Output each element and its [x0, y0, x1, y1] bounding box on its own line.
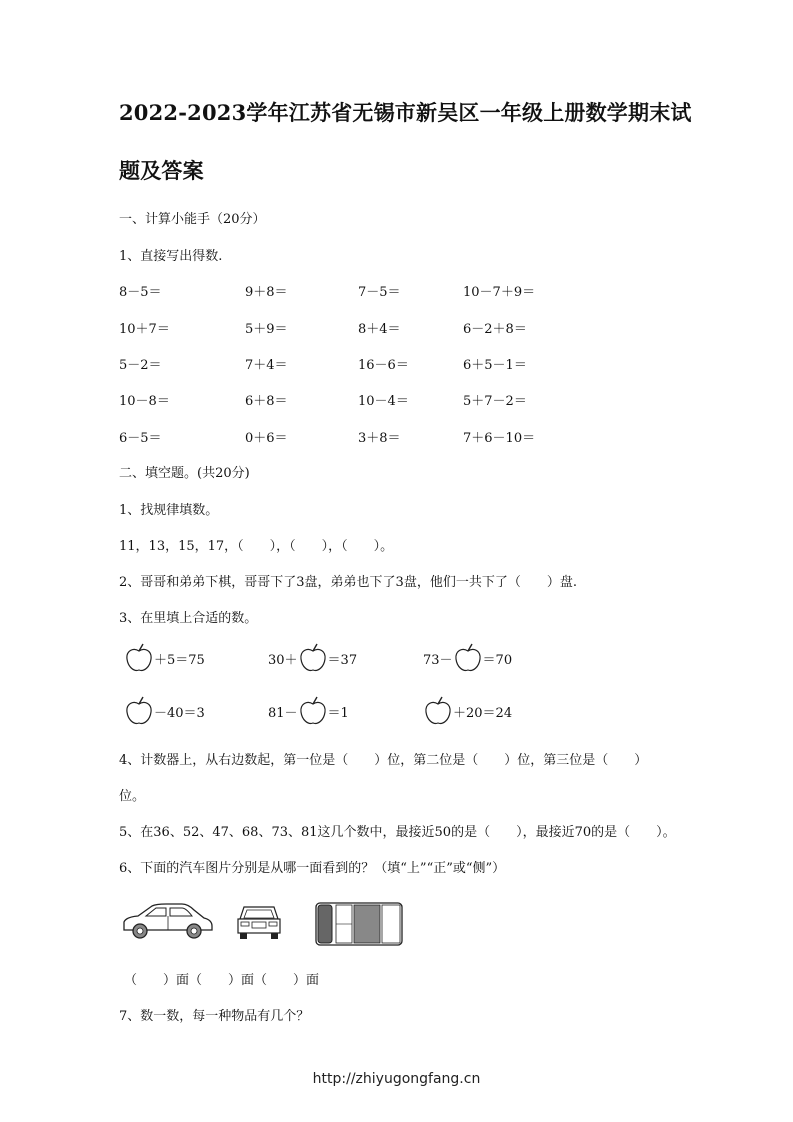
section2-q7: 7、数一数，每一种物品有几个？ [119, 1009, 310, 1024]
apple-equation [124, 696, 205, 726]
calc-item: 5＋7－2＝ [463, 394, 527, 409]
section2-q5: 5、在36、52、47、68、73、81这几个数中，最接近50的是（ ），最接近70的是（ ）。 [119, 825, 676, 840]
calc-item: 5＋9＝ [245, 322, 288, 337]
calc-item: 8＋4＝ [358, 322, 401, 337]
calc-item: 10－7＋9＝ [463, 285, 536, 300]
apple-blank-icon [298, 643, 328, 673]
calc-item: 7－5＝ [358, 285, 401, 300]
section1-heading: 一、计算小能手（20分） [119, 212, 266, 227]
calc-item: 0＋6＝ [245, 431, 288, 446]
equation-prefix: 30＋ [268, 652, 298, 668]
calc-item: 10＋7＝ [119, 322, 170, 337]
section2-q3: 3、在里填上合适的数。 [119, 611, 258, 626]
section1-q1: 1、直接写出得数. [119, 249, 223, 264]
calc-item: 6＋8＝ [245, 394, 288, 409]
calc-item: 5－2＝ [119, 358, 162, 373]
section2-q4-line1: 4、计数器上，从右边数起，第一位是（ ）位，第二位是（ ）位，第三位是（ ） [119, 753, 648, 768]
apple-equation [423, 696, 512, 726]
calc-item: 6－5＝ [119, 431, 162, 446]
car-front-view-icon [236, 903, 282, 943]
page-title-line1: 2022-2023学年江苏省无锡市新吴区一年级上册数学期末试 [119, 100, 692, 125]
page-title-line2: 题及答案 [119, 158, 204, 183]
calc-item: 10－4＝ [358, 394, 409, 409]
apple-blank-icon [298, 696, 328, 726]
calc-item: 16－6＝ [358, 358, 409, 373]
calc-item: 10－8＝ [119, 394, 170, 409]
calc-item: 3＋8＝ [358, 431, 401, 446]
equation-prefix: 81－ [268, 705, 298, 721]
apple-blank-icon [423, 696, 453, 726]
section2-q4-line2: 位。 [119, 789, 146, 804]
car-side-view-icon [120, 900, 215, 942]
section2-q2: 2、哥哥和弟弟下棋，哥哥下了3盘，弟弟也下了3盘，他们一共下了（ ）盘. [119, 575, 577, 590]
equation-suffix: ＝37 [327, 652, 358, 668]
section2-heading: 二、填空题。(共20分) [119, 466, 250, 481]
calc-item: 6－2＋8＝ [463, 322, 527, 337]
apple-equation [124, 643, 205, 673]
apple-blank-icon [453, 643, 483, 673]
equation-suffix: －40＝3 [154, 705, 205, 721]
apple-blank-icon [124, 643, 154, 673]
section2-q6: 6、下面的汽车图片分别是从哪一面看到的？（填“上”“正”或“侧”） [119, 861, 506, 876]
calc-item: 7＋4＝ [245, 358, 288, 373]
section2-q1: 1、找规律填数。 [119, 503, 219, 518]
calc-item: 9＋8＝ [245, 285, 288, 300]
apple-equation [423, 643, 512, 673]
equation-suffix: ＋5＝75 [154, 652, 205, 668]
apple-blank-icon [124, 696, 154, 726]
section2-q6-answer: （ ）面（ ）面（ ）面 [124, 973, 320, 988]
calc-item: 6＋5－1＝ [463, 358, 527, 373]
footer-url: http://zhiyugongfang.cn [312, 1071, 481, 1087]
calc-item: 7＋6－10＝ [463, 431, 536, 446]
apple-equation [268, 643, 357, 673]
equation-suffix: ＋20＝24 [453, 705, 513, 721]
equation-suffix: ＝1 [327, 705, 349, 721]
apple-equation [268, 696, 349, 726]
equation-suffix: ＝70 [482, 652, 513, 668]
car-top-view-icon [314, 900, 406, 948]
calc-item: 8－5＝ [119, 285, 162, 300]
section2-q1-sequence: 11，13，15，17，（ ），（ ），（ ）。 [119, 539, 394, 554]
equation-prefix: 73－ [423, 652, 453, 668]
